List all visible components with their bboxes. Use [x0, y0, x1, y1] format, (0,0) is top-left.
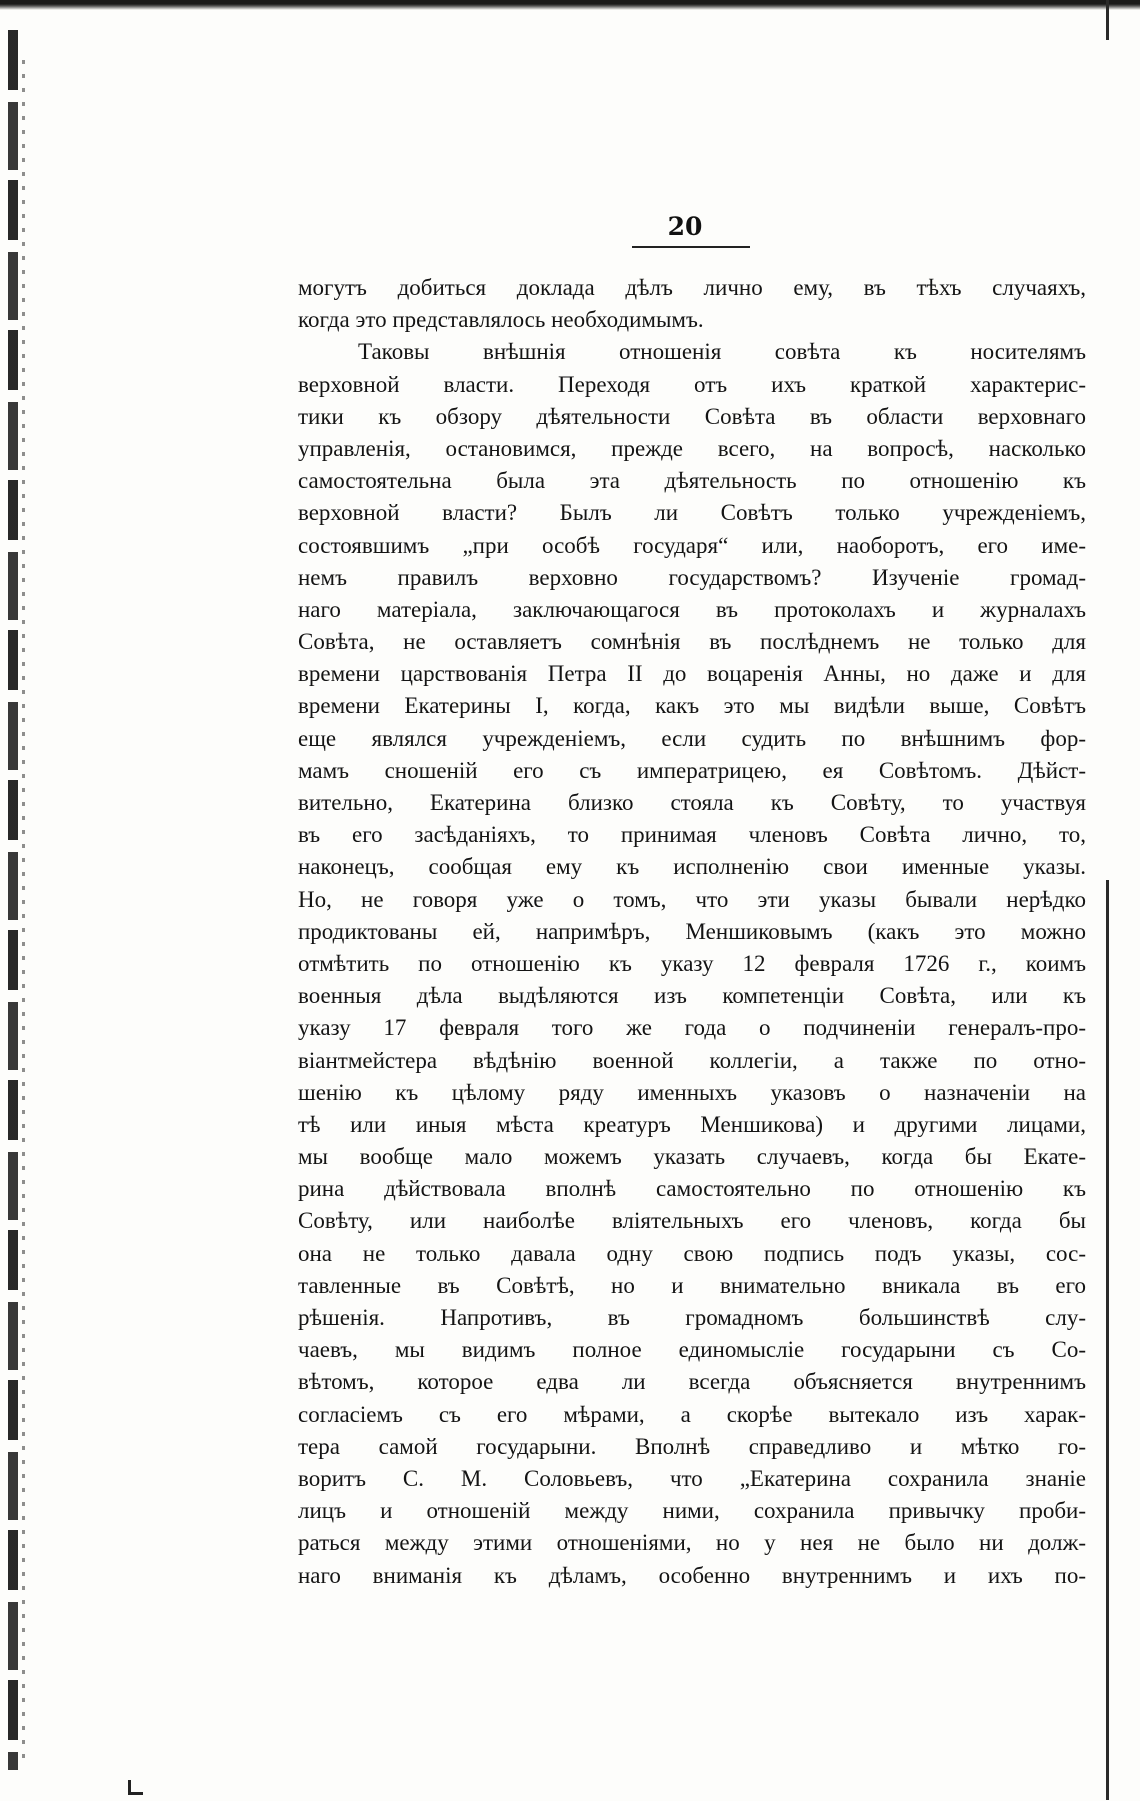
text-line: тики къ обзору дѣятельности Совѣта въ области верховнаго — [298, 403, 1086, 429]
text-line: военныя дѣла выдѣляются изъ компетенціи Совѣта, или къ — [298, 983, 1086, 1009]
text-line: мы вообще мало можемъ указать случаевъ, когда бы Екате- — [298, 1144, 1086, 1170]
text-line: тера самой государыни. Вполнѣ справедливо и мѣтко го- — [298, 1433, 1086, 1459]
text-line: Таковы внѣшнія отношенія совѣта къ носителямъ — [358, 339, 1086, 365]
text-line: рина дѣйствовала вполнѣ самостоятельно по отношенію къ — [298, 1176, 1086, 1202]
text-line: могутъ добиться доклада дѣлъ лично ему, въ тѣхъ случаяхъ, — [298, 275, 1086, 300]
scan-edge-right — [1106, 880, 1109, 1800]
text-line: шенію къ цѣлому ряду именныхъ указовъ о назначеніи на — [298, 1079, 1086, 1105]
body-text — [298, 272, 1086, 1592]
scan-edge-right-top — [1106, 0, 1109, 40]
text-line: указу 17 февраля того же года о подчиненіи генералъ-про- — [298, 1015, 1086, 1041]
text-line: воритъ С. М. Соловьевъ, что „Екатерина сохранила знаніе — [298, 1465, 1086, 1491]
text-line: въ его засѣданіяхъ, то принимая членовъ Совѣта лично, то, — [298, 822, 1086, 848]
text-line: немъ правилъ верховно государствомъ? Изученіе громад- — [298, 564, 1086, 590]
text-line: Совѣту, или наиболѣе вліятельныхъ его членовъ, когда бы — [298, 1208, 1086, 1234]
text-line: управленія, остановимся, прежде всего, на вопросѣ, насколько — [298, 435, 1086, 461]
text-line: наго матеріала, заключающагося въ протоколахъ и журналахъ — [298, 596, 1086, 622]
text-line: раться между этими отношеніями, но у нея не было ни долж- — [298, 1530, 1086, 1556]
scan-corner-mark — [128, 1780, 143, 1795]
text-line: лицъ и отношеній между ними, сохранила привычку проби- — [298, 1498, 1086, 1524]
text-line: согласіемъ съ его мѣрами, а скорѣе вытекало изъ харак- — [298, 1401, 1086, 1427]
text-line: наконецъ, сообщая ему къ исполненію свои именные указы. — [298, 854, 1086, 880]
text-line: рѣшенія. Напротивъ, въ громадномъ большинствѣ слу- — [298, 1305, 1086, 1330]
text-line: вѣтомъ, которое едва ли всегда объясняется внутреннимъ — [298, 1369, 1086, 1395]
text-line: вительно, Екатерина близко стояла къ Совѣту, то участвуя — [298, 790, 1086, 815]
text-line: тавленные въ Совѣтѣ, но и внимательно вникала въ его — [298, 1272, 1086, 1298]
text-line: тѣ или иныя мѣста креатуръ Меншикова) и другими лицами, — [298, 1111, 1086, 1137]
page-number-rule — [632, 246, 750, 248]
text-line: наго вниманія къ дѣламъ, особенно внутреннимъ и ихъ по- — [298, 1562, 1086, 1588]
scan-edge-left-inner — [22, 60, 25, 1760]
text-line: продиктованы ей, напримѣръ, Меншиковымъ (какъ это можно — [298, 918, 1086, 944]
text-line: віантмейстера вѣдѣнію военной коллегіи, а также по отно- — [298, 1047, 1086, 1073]
text-line: Но, не говоря уже о томъ, что эти указы бывали нерѣдко — [298, 886, 1086, 912]
text-line: времени Екатерины I, когда, какъ это мы видѣли выше, Совѣтъ — [298, 693, 1086, 719]
text-line: она не только давала одну свою подпись подъ указы, сос- — [298, 1240, 1086, 1266]
text-line: верховной власти? Былъ ли Совѣтъ только учрежденіемъ, — [298, 500, 1086, 526]
text-line: времени царствованія Петра II до воцаренія Анны, но даже и для — [298, 661, 1086, 687]
text-line: Совѣта, не оставляетъ сомнѣнія въ послѣднемъ не только для — [298, 629, 1086, 655]
page-number: 20 — [667, 212, 703, 241]
text-line: состоявшимъ „при особѣ государя“ или, наоборотъ, его име- — [298, 532, 1086, 558]
text-line: мамъ сношеній его съ императрицею, ея Совѣтомъ. Дѣйст- — [298, 757, 1086, 783]
text-line: когда это представлялось необходимымъ. — [298, 307, 704, 333]
text-line: чаевъ, мы видимъ полное единомысліе государыни съ Со- — [298, 1337, 1086, 1363]
text-line: верховной власти. Переходя отъ ихъ краткой характерис- — [298, 371, 1086, 397]
scan-edge-left — [8, 30, 18, 1770]
text-line: самостоятельна была эта дѣятельность по отношенію къ — [298, 468, 1086, 494]
text-line: еще являлся учрежденіемъ, если судить по внѣшнимъ фор- — [298, 725, 1086, 751]
text-line: отмѣтить по отношенію къ указу 12 февраля 1726 г., коимъ — [298, 950, 1086, 976]
scan-edge-top — [0, 0, 1140, 10]
